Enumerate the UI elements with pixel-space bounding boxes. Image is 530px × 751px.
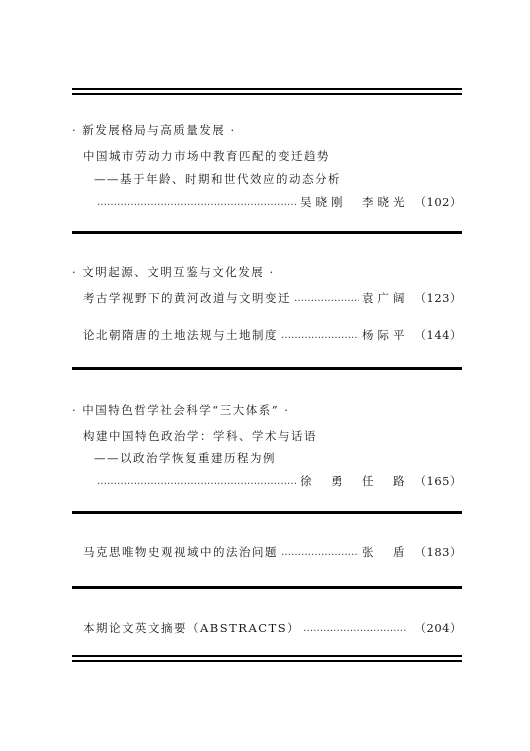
section-divider bbox=[72, 586, 462, 589]
toc-entry-leader-row[interactable] bbox=[94, 473, 462, 489]
toc-entry-title: 论北朝隋唐的土地法规与土地制度 bbox=[83, 328, 278, 342]
toc-entry-author: 杨际平 bbox=[362, 328, 409, 342]
toc-entry-page: （102） bbox=[414, 195, 462, 209]
dot-leader bbox=[303, 623, 405, 634]
toc-entry-leader-row[interactable] bbox=[94, 194, 462, 210]
section-heading: · 文明起源、文明互鉴与文化发展 · bbox=[72, 265, 275, 279]
dot-leader bbox=[97, 197, 297, 208]
toc-entry-author: 徐 勇 任 路 bbox=[300, 474, 409, 488]
section-divider bbox=[72, 231, 462, 234]
toc-entry-subtitle: ——基于年龄、时期和世代效应的动态分析 bbox=[94, 172, 341, 186]
dot-leader bbox=[281, 547, 359, 558]
toc-entry-page: （183） bbox=[414, 545, 462, 559]
toc-entry[interactable] bbox=[83, 290, 462, 306]
toc-entry[interactable] bbox=[83, 327, 462, 343]
section-heading: · 中国特色哲学社会科学“三大体系” · bbox=[72, 403, 290, 417]
toc-entry-title: 马克思唯物史观视域中的法治问题 bbox=[83, 545, 278, 559]
section-divider bbox=[72, 511, 462, 514]
toc-entry-page: （123） bbox=[414, 291, 462, 305]
section-heading: · 新发展格局与高质量发展 · bbox=[72, 123, 236, 137]
toc-entry-page: （204） bbox=[414, 621, 462, 635]
toc-entry-author: 张 盾 bbox=[362, 545, 409, 559]
toc-entry-author: 吴晓刚 李晓光 bbox=[300, 195, 409, 209]
toc-entry-title: 本期论文英文摘要（ABSTRACTS） bbox=[83, 621, 301, 635]
dot-leader bbox=[281, 330, 359, 341]
toc-entry-title[interactable]: 中国城市劳动力市场中教育匹配的变迁趋势 bbox=[83, 149, 330, 163]
toc-entry-title[interactable]: 构建中国特色政治学：学科、学术与话语 bbox=[83, 429, 317, 443]
top-double-rule bbox=[72, 88, 462, 95]
toc-entry-title: 考古学视野下的黄河改道与文明变迁 bbox=[83, 291, 291, 305]
bottom-double-rule bbox=[72, 655, 462, 662]
toc-entry-subtitle: ——以政治学恢复重建历程为例 bbox=[94, 451, 276, 465]
dot-leader bbox=[294, 293, 359, 304]
section-divider bbox=[72, 367, 462, 370]
toc-entry-page: （144） bbox=[414, 328, 462, 342]
toc-entry-page: （165） bbox=[414, 474, 462, 488]
dot-leader bbox=[97, 476, 297, 487]
toc-entry-author: 袁广阔 bbox=[362, 291, 409, 305]
toc-entry[interactable] bbox=[83, 544, 462, 560]
toc-entry[interactable] bbox=[83, 620, 462, 636]
